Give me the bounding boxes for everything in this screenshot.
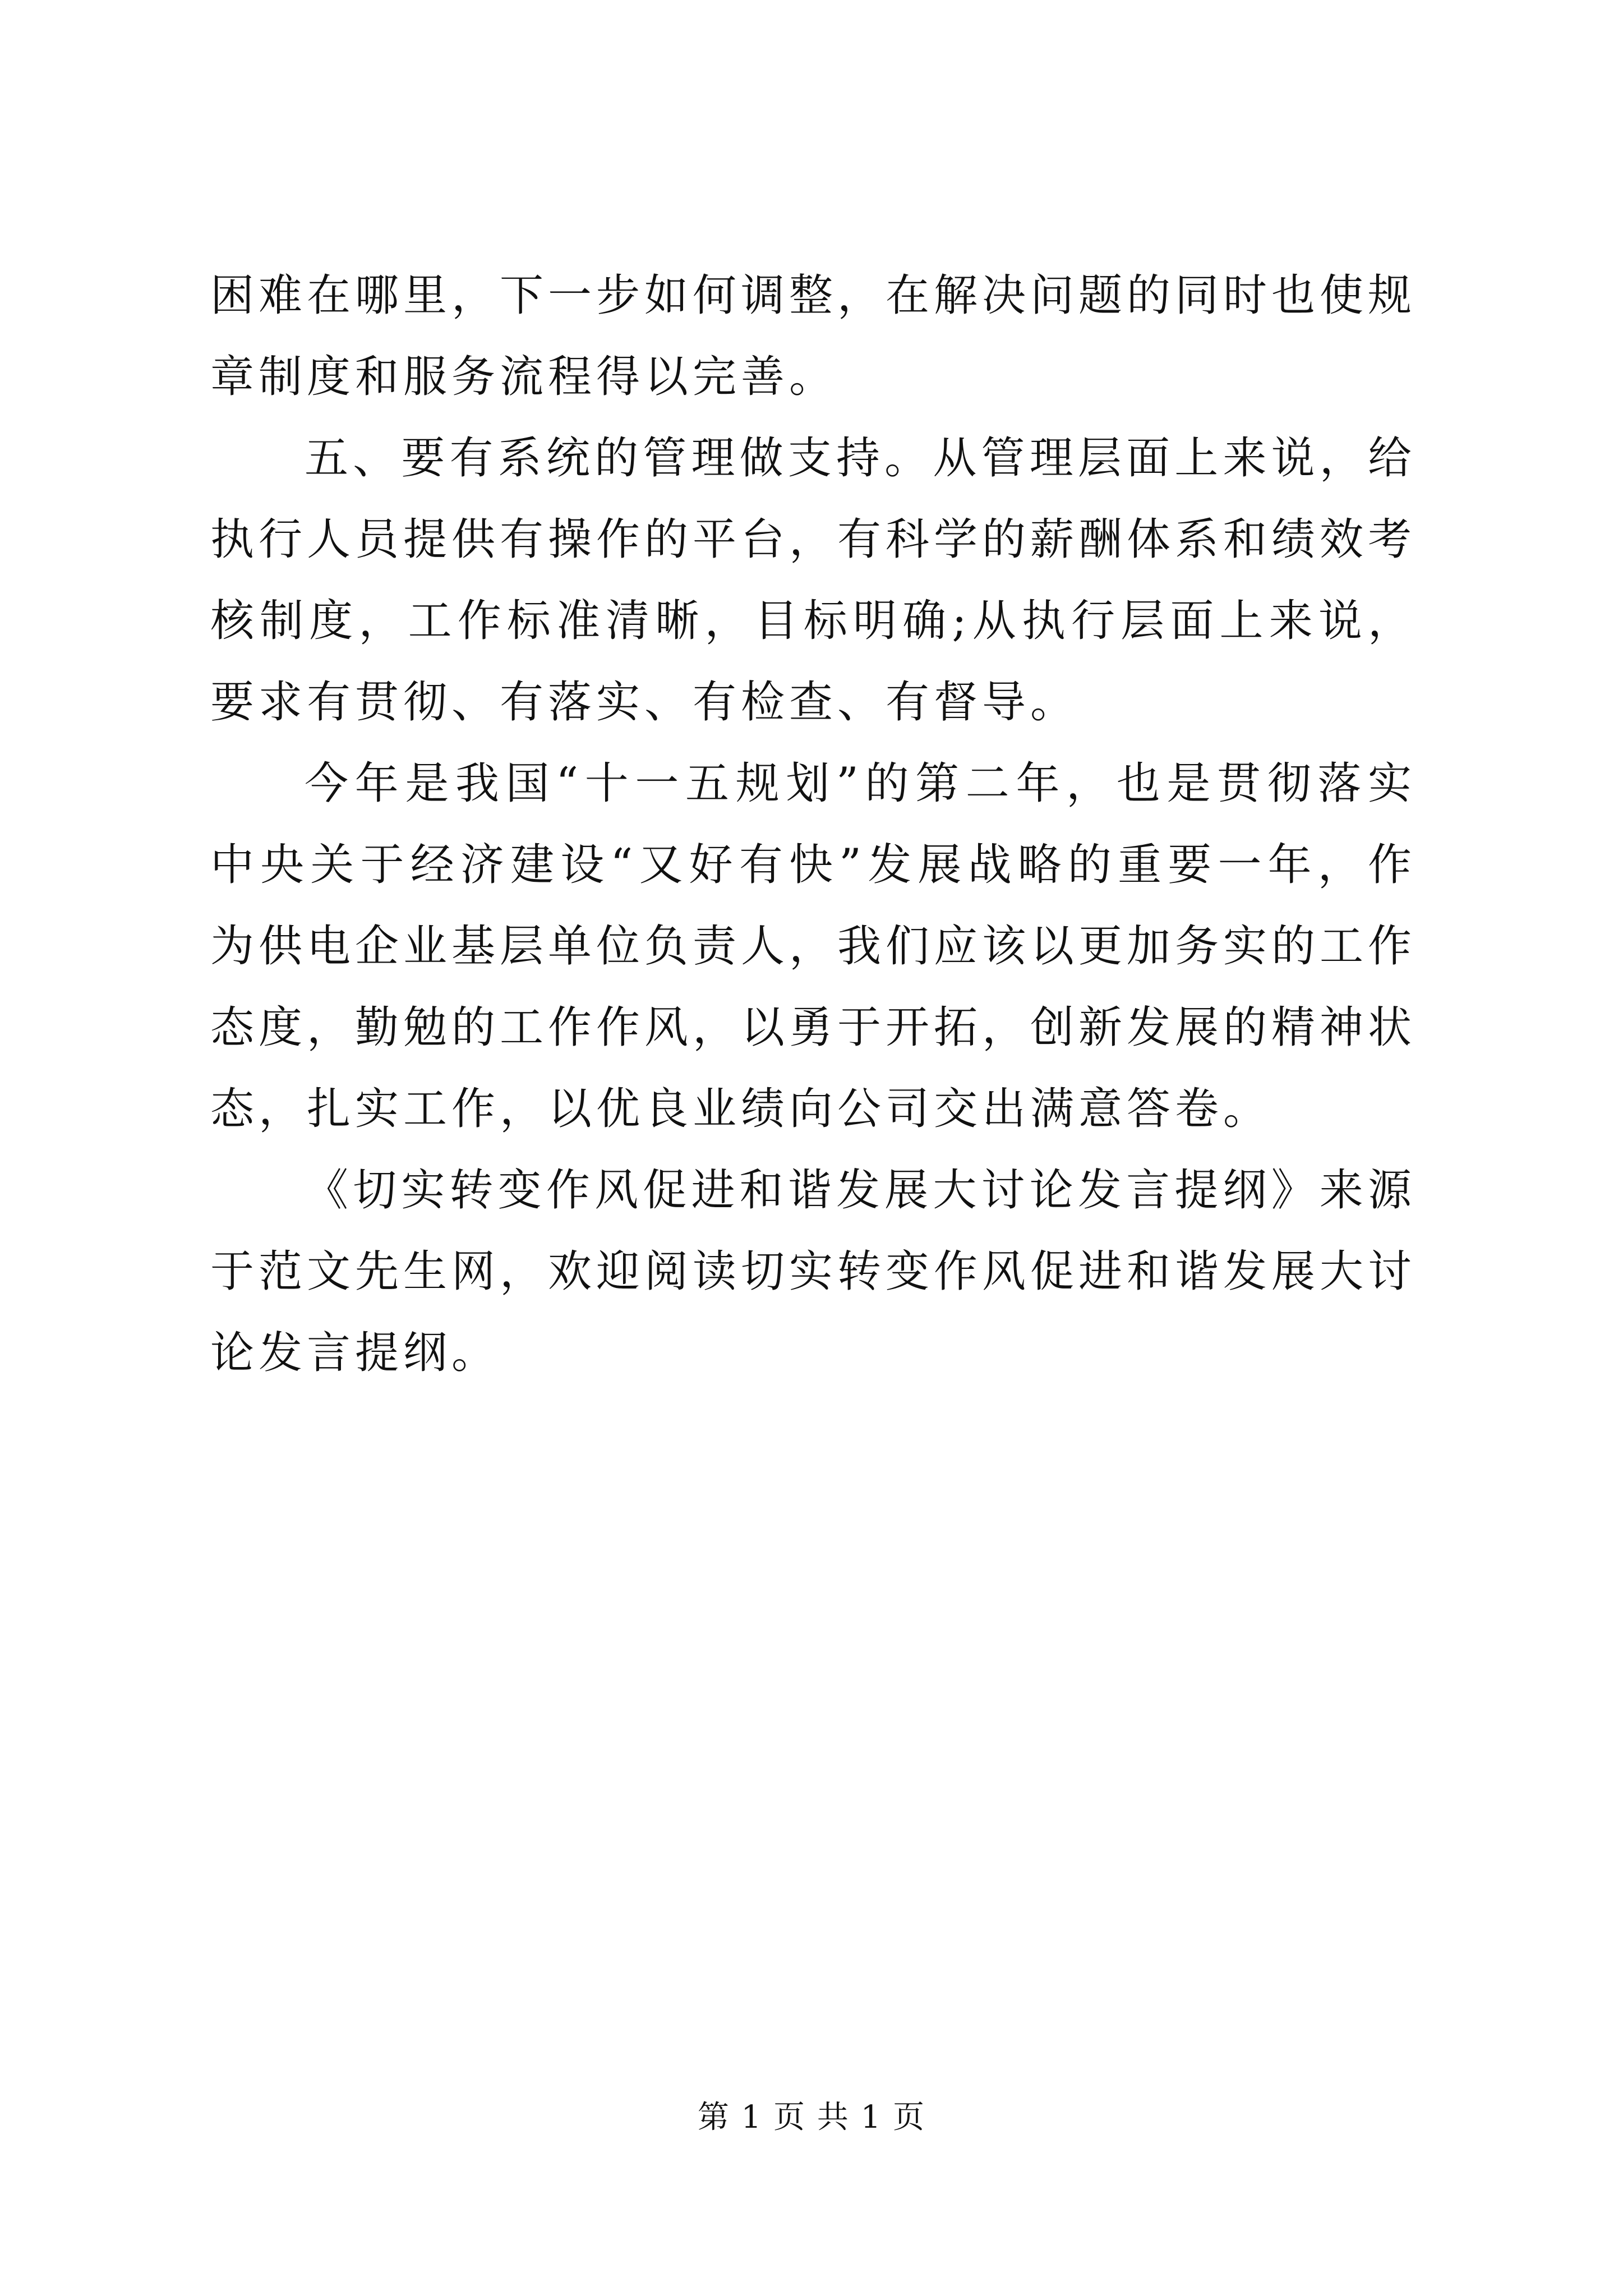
paragraph-management-support: 五、要有系统的管理做支持。从管理层面上来说，给执行人员提供有操作的平台，有科学的薪酬体系和绩效考核制度，工作标准清晰，目标明确;从执行层面上来说，要求有贯彻、有落实、有检查、有督导。: [210, 433, 1417, 728]
paragraph-annual-goal: 今年是我国“十一五规划”的第二年，也是贯彻落实中央关于经济建设“又好有快”发展战略的重要一年，作为供电企业基层单位负责人，我们应该以更加务实的工作态度，勤勉的工作作风，以勇于开拓，创新发展的精神状态，扎实工作，以优良业绩向公司交出满意答卷。: [210, 758, 1417, 1134]
document-body: [210, 255, 1416, 1394]
paragraph-continuation: 困难在哪里，下一步如何调整，在解决问题的同时也使规章制度和服务流程得以完善。: [210, 270, 1417, 402]
page-footer: 第 1 页 共 1 页: [697, 2099, 926, 2136]
paragraph-source-note: 《切实转变作风促进和谐发展大讨论发言提纲》来源于范文先生网，欢迎阅读切实转变作风促进和谐发展大讨论发言提纲。: [210, 1165, 1417, 1378]
